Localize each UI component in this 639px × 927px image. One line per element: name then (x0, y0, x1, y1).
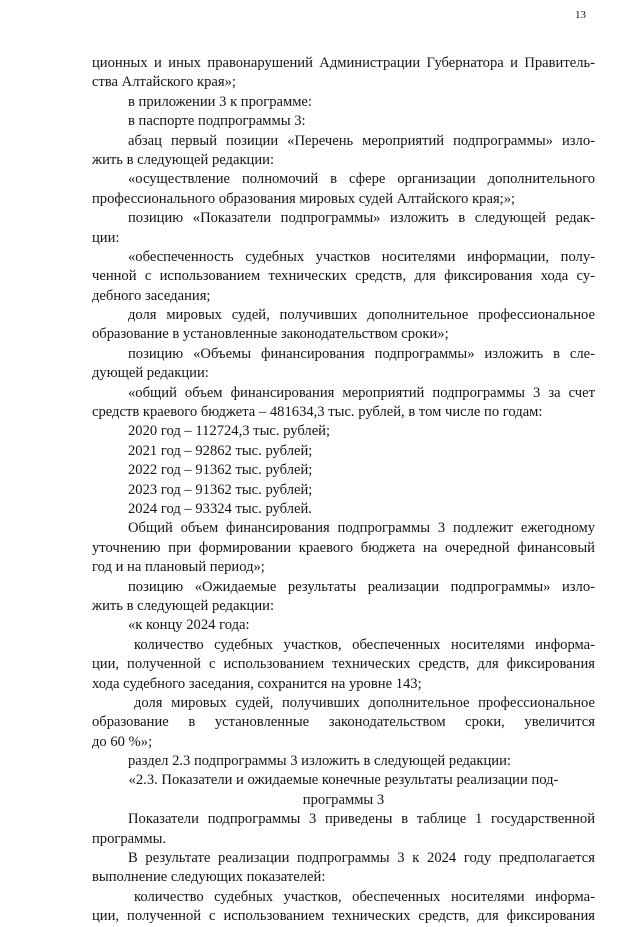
text-line: абзац первый позиции «Перечень мероприятий подпрограммы» изло- (128, 132, 595, 149)
text-line: ции: (92, 229, 120, 246)
text-line: хода судебного заседания, сохранится на уровне 143; (92, 675, 422, 692)
text-line: ции, полученной с использованием технических средств, для фиксирования (92, 908, 595, 925)
text-line: дующей редакции: (92, 365, 209, 382)
text-line: доля мировых судей, получивших дополнительное профессиональное (134, 694, 595, 711)
text-line: количество судебных участков, обеспеченных носителями информа- (134, 636, 595, 653)
text-line: до 60 %»; (92, 733, 153, 750)
text-line: ченной с использованием технических средств, для фиксирования хода су- (92, 268, 595, 285)
text-line: образование в установленные законодательством сроки, увеличится (92, 714, 595, 731)
text-line: раздел 2.3 подпрограммы 3 изложить в следующей редакции: (128, 753, 511, 770)
text-line: средств краевого бюджета – 481634,3 тыс. рублей, в том числе по годам: (92, 404, 543, 421)
text-line: «к концу 2024 года: (128, 617, 250, 634)
section-heading: «2.3. Показатели и ожидаемые конечные результаты реализации под- (128, 772, 559, 789)
text-line: количество судебных участков, обеспеченных носителями информа- (134, 888, 595, 905)
text-line: жить в следующей редакции: (92, 151, 275, 168)
text-line: в паспорте подпрограммы 3: (128, 113, 306, 130)
text-line: Общий объем финансирования подпрограммы 3 подлежит ежегодному (128, 520, 595, 537)
text-line: образование в установленные законодательством сроки»; (92, 326, 449, 343)
text-line: ции, полученной с использованием технических средств, для фиксирования (92, 656, 595, 673)
text-line: Показатели подпрограммы 3 приведены в таблице 1 государственной (128, 811, 595, 828)
text-line: программы. (92, 830, 167, 847)
text-line: 2020 год – 112724,3 тыс. рублей; (128, 423, 331, 440)
text-line: позицию «Ожидаемые результаты реализации подпрограммы» изло- (128, 578, 595, 595)
text-line: доля мировых судей, получивших дополнительное профессиональное (128, 307, 595, 324)
text-line: позицию «Показатели подпрограммы» изложить в следующей редак- (128, 210, 595, 227)
page-number: 13 (575, 9, 586, 21)
text-line: 2022 год – 91362 тыс. рублей; (128, 462, 313, 479)
text-line: 2024 год – 93324 тыс. рублей. (128, 500, 312, 517)
text-line: ционных и иных правонарушений Администрации Губернатора и Правитель- (92, 55, 595, 71)
text-line: дебного заседания; (92, 287, 211, 304)
text-line: выполнение следующих показателей: (92, 869, 326, 886)
text-line: 2023 год – 91362 тыс. рублей; (128, 481, 313, 498)
text-line: «общий объем финансирования мероприятий подпрограммы 3 за счет (128, 384, 595, 401)
text-line: жить в следующей редакции: (92, 597, 275, 614)
text-line: год и на плановый период»; (92, 559, 265, 576)
text-line: «обеспеченность судебных участков носителями информации, полу- (128, 248, 595, 265)
text-line: ства Алтайского края»; (92, 74, 236, 91)
text-line: в приложении 3 к программе: (128, 93, 312, 110)
text-line: «осуществление полномочий в сфере организации дополнительного (128, 171, 595, 188)
text-line: 2021 год – 92862 тыс. рублей; (128, 442, 313, 459)
text-line: позицию «Объемы финансирования подпрограммы» изложить в сле- (128, 345, 595, 362)
document-body (92, 54, 595, 927)
text-line: уточнению при формировании краевого бюджета на очередной финансовый (92, 539, 595, 556)
text-line: В результате реализации подпрограммы 3 к 2024 году предполагается (128, 850, 595, 867)
section-heading: программы 3 (302, 791, 385, 808)
text-line: профессионального образования мировых судей Алтайского края;»; (92, 190, 516, 207)
